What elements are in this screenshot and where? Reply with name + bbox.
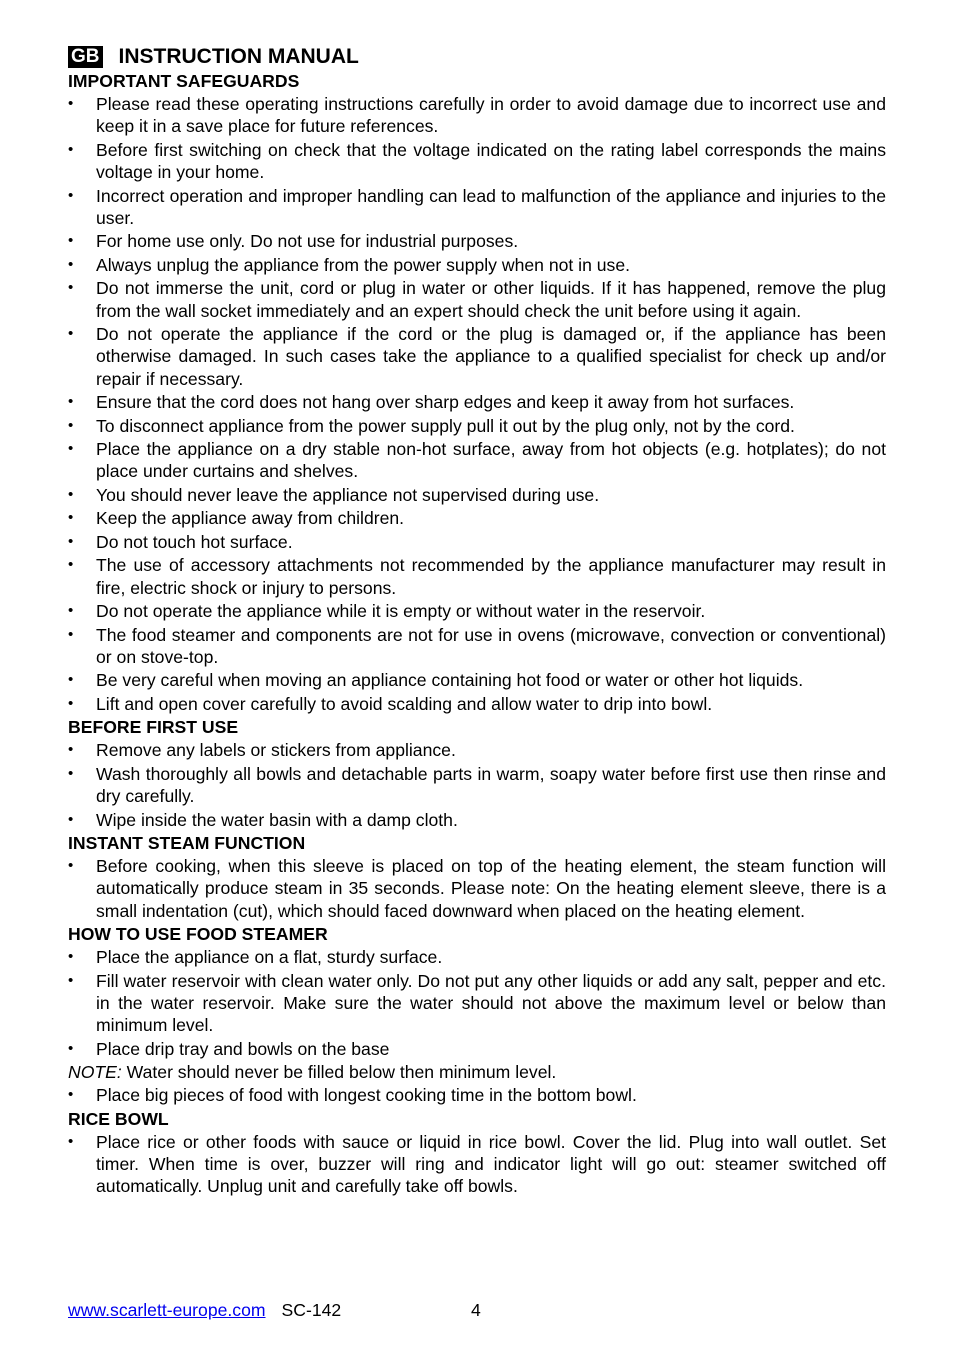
section-heading-rice-bowl: RICE BOWL	[68, 1108, 169, 1129]
list-item: • Do not operate the appliance while it is empty or without water in the reservoir.	[68, 600, 886, 622]
list-item: • Do not immerse the unit, cord or plug in water or other liquids. If it has happened, remove the plug from the wall socket immediately and an expert should check the unit before using it again.	[68, 277, 886, 322]
list-item: • Before first switching on check that the voltage indicated on the rating label corresponds the mains voltage in your home.	[68, 139, 886, 184]
section-heading-important-safeguards: IMPORTANT SAFEGUARDS	[68, 71, 300, 91]
list-item: • Wash thoroughly all bowls and detachable parts in warm, soapy water before first use then rinse and dry carefully.	[68, 763, 886, 808]
list-item: • Please read these operating instructions carefully in order to avoid damage due to incorrect use and keep it in a save place for future references.	[68, 93, 886, 138]
model-number: SC-142	[281, 1300, 342, 1320]
language-badge: GB	[68, 46, 103, 68]
list-item: • Lift and open cover carefully to avoid scalding and allow water to drip into bowl.	[68, 693, 886, 715]
list-item: • To disconnect appliance from the power supply pull it out by the plug only, not by the cord.	[68, 415, 886, 437]
bullet-list	[68, 855, 886, 922]
note-text: Water should never be filled below then minimum level.	[121, 1062, 557, 1083]
bullet-list	[68, 739, 886, 831]
page-number: 4	[471, 1300, 481, 1320]
list-item: • Always unplug the appliance from the power supply when not in use.	[68, 254, 886, 276]
list-item: • The use of accessory attachments not recommended by the appliance manufacturer may result in fire, electric shock or injury to persons.	[68, 554, 886, 599]
list-item: • Wipe inside the water basin with a damp cloth.	[68, 809, 886, 831]
list-item: • You should never leave the appliance not supervised during use.	[68, 484, 886, 506]
list-item: • Before cooking, when this sleeve is placed on top of the heating element, the steam function will automatically produce steam in 35 seconds. Please note: On the heating element sleeve, there is a small indentation (cut), which should faced downward when placed on the heating element.	[68, 855, 886, 922]
title-row	[68, 44, 886, 70]
list-item: • Keep the appliance away from children.	[68, 507, 886, 529]
list-item: • Ensure that the cord does not hang over sharp edges and keep it away from hot surfaces.	[68, 391, 886, 413]
list-item: • Place the appliance on a dry stable non-hot surface, away from hot objects (e.g. hotplates); do not place under curtains and shelves.	[68, 438, 886, 483]
list-item: • Incorrect operation and improper handling can lead to malfunction of the appliance and injuries to the user.	[68, 185, 886, 230]
list-item: • Do not touch hot surface.	[68, 531, 886, 553]
list-item: • Fill water reservoir with clean water only. Do not put any other liquids or add any salt, pepper and etc. in the water reservoir. Make sure the water should not above the maximum level or below than minimum level.	[68, 970, 886, 1037]
manual-page	[68, 44, 886, 1199]
bullet-list	[68, 93, 886, 715]
list-item: • Place big pieces of food with longest cooking time in the bottom bowl.	[68, 1084, 886, 1106]
page-title: INSTRUCTION MANUAL	[118, 45, 359, 68]
section-heading-before-first-use: BEFORE FIRST USE	[68, 717, 239, 738]
bullet-list	[68, 1131, 886, 1198]
list-item: • Remove any labels or stickers from appliance.	[68, 739, 886, 761]
list-item: • Place the appliance on a flat, sturdy surface.	[68, 946, 886, 968]
sections-container	[68, 70, 886, 1198]
website-link[interactable]: www.scarlett-europe.com	[68, 1300, 266, 1320]
bullet-list	[68, 1084, 886, 1106]
list-item: • For home use only. Do not use for industrial purposes.	[68, 230, 886, 252]
footer	[68, 1299, 481, 1321]
section-heading-how-to-use-food-steamer: HOW TO USE FOOD STEAMER	[68, 924, 328, 945]
note	[68, 1061, 886, 1084]
list-item: • Place rice or other foods with sauce or liquid in rice bowl. Cover the lid. Plug into wall outlet. Set timer. When time is over, buzzer will ring and indicator light will go out: steamer switched off automatically. Unplug unit and carefully take off bowls.	[68, 1131, 886, 1198]
list-item: • Be very careful when moving an appliance containing hot food or water or other hot liquids.	[68, 669, 886, 691]
section-heading-instant-steam-function: INSTANT STEAM FUNCTION	[68, 833, 306, 854]
bullet-list	[68, 946, 886, 1060]
list-item: • Do not operate the appliance if the cord or the plug is damaged or, if the appliance has been otherwise damaged. In such cases take the appliance to a qualified specialist for check up and/or repair if necessary.	[68, 323, 886, 390]
list-item: • Place drip tray and bowls on the base	[68, 1038, 886, 1060]
list-item: • The food steamer and components are not for use in ovens (microwave, convection or conventional) or on stove-top.	[68, 624, 886, 669]
note-label: NOTE:	[68, 1062, 122, 1083]
